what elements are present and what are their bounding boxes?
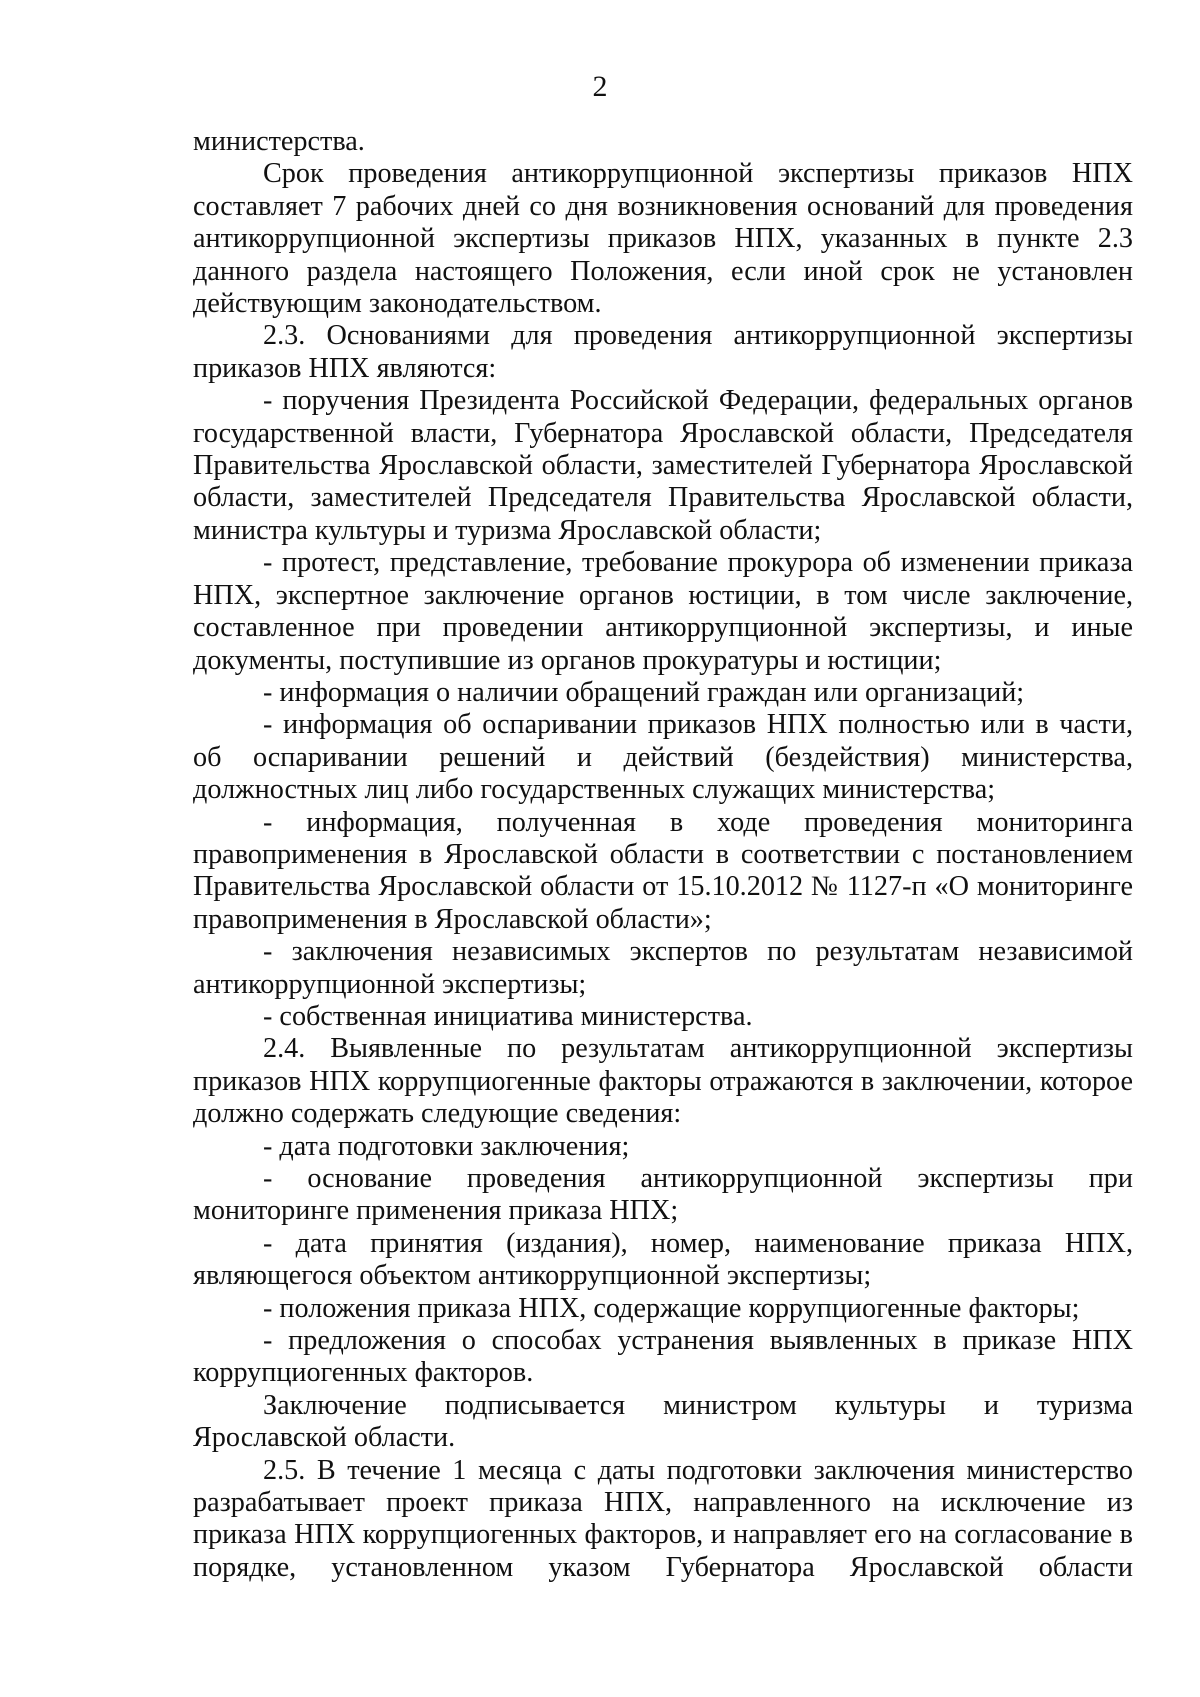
paragraph: министерства. xyxy=(193,126,365,157)
list-item: - протест, представление, требование прокурора об изменении приказа НПХ, экспертное заключение органов юстиции, в том числе заключение, составленное при проведении антикоррупционной экспертизы, и иные документы, поступившие из органов прокуратуры и юстиции; xyxy=(193,547,1133,676)
list-item: - положения приказа НПХ, содержащие коррупциогенные факторы; xyxy=(263,1292,1080,1324)
list-item: - основание проведения антикоррупционной экспертизы при мониторинге применения приказа НПХ; xyxy=(193,1163,1133,1227)
list-item: - дата подготовки заключения; xyxy=(263,1130,630,1162)
list-item: - собственная инициатива министерства. xyxy=(263,1000,753,1032)
list-item: - предложения о способах устранения выявленных в приказе НПХ коррупциогенных факторов. xyxy=(193,1325,1133,1389)
page-number: 2 xyxy=(592,70,608,103)
list-item: - информация о наличии обращений граждан или организаций; xyxy=(263,676,1025,708)
paragraph: Заключение подписывается министром культуры и туризма Ярославской области. xyxy=(193,1389,1133,1454)
paragraph: Срок проведения антикоррупционной экспертизы приказов НПХ составляет 7 рабочих дней со дня возникновения оснований для проведения антикоррупционной экспертизы приказов НПХ, указанных в пункте 2.3 данного раздела настоящего Положения, если иной срок не установлен действующим законодательством. xyxy=(193,158,1133,320)
paragraph: 2.4. Выявленные по результатам антикоррупционной экспертизы приказов НПХ коррупциогенные факторы отражаются в заключении, которое должно содержать следующие сведения: xyxy=(193,1033,1133,1130)
list-item: - информация, полученная в ходе проведения мониторинга правоприменения в Ярославской области в соответствии с постановлением Правительства Ярославской области от 15.10.2012 № 1127-п «О мониторинге правоприменения в Ярославской области»; xyxy=(193,806,1133,935)
paragraph: 2.3. Основаниями для проведения антикоррупционной экспертизы приказов НПХ являются: xyxy=(193,320,1133,384)
list-item: - поручения Президента Российской Федерации, федеральных органов государственной власти, Губернатора Ярославской области, Председателя Правительства Ярославской области, заместителей Губернатора Ярославской области, заместителей Председателя Правительства Ярославской области, министра культуры и туризма Ярославской области; xyxy=(193,385,1133,546)
paragraph: 2.5. В течение 1 месяца с даты подготовки заключения министерство разрабатывает проект приказа НПХ, направленного на исключение из приказа НПХ коррупциогенных факторов, и направляет его на согласование в порядке, установленном указом Губернатора Ярославской области xyxy=(193,1454,1133,1583)
document-body xyxy=(193,126,1133,1584)
list-item: - заключения независимых экспертов по результатам независимой антикоррупционной экспертизы; xyxy=(193,936,1133,1000)
list-item: - информация об оспаривании приказов НПХ полностью или в части, об оспаривании решений и действий (бездействия) министерства, должностных лиц либо государственных служащих министерства; xyxy=(193,709,1133,806)
list-item: - дата принятия (издания), номер, наименование приказа НПХ, являющегося объектом антикоррупционной экспертизы; xyxy=(193,1227,1133,1292)
